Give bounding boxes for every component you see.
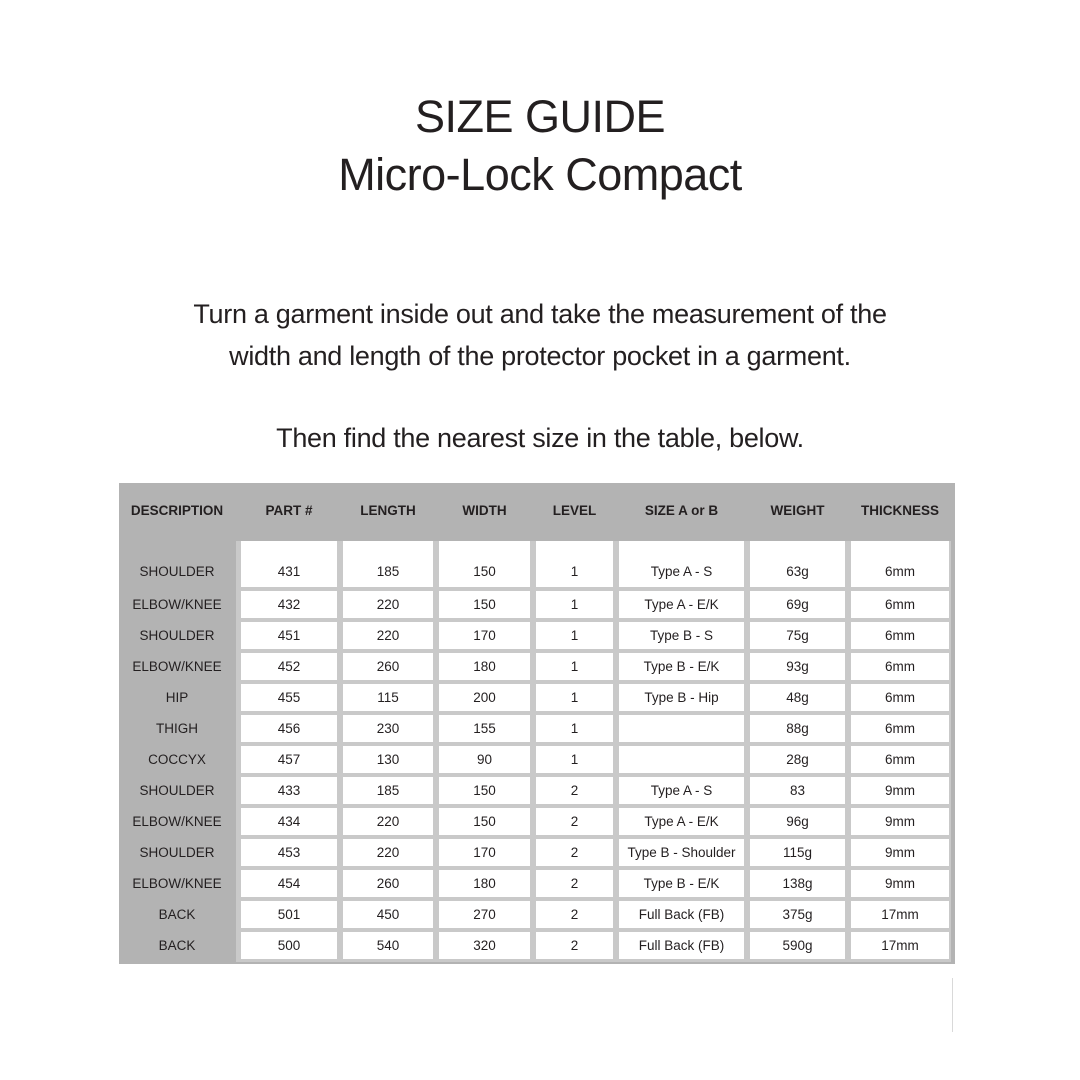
row-description-cell: SHOULDER xyxy=(139,783,215,798)
row-description-cell: BACK xyxy=(158,938,196,953)
table-cell: 9mm xyxy=(851,777,949,804)
column-header-thickness: THICKNESS xyxy=(860,502,939,518)
table-cell: 2 xyxy=(536,901,613,928)
table-cell: 93g xyxy=(750,653,845,680)
table-cell: Type B - E/K xyxy=(619,653,744,680)
row-description-cell: SHOULDER xyxy=(139,845,215,860)
table-cell: 9mm xyxy=(851,839,949,866)
table-cell: 180 xyxy=(439,870,530,897)
column-header-width: WIDTH xyxy=(462,502,507,518)
row-description-cell: ELBOW/KNEE xyxy=(132,659,222,674)
table-cell: 17mm xyxy=(851,932,949,959)
table-cell: 185 xyxy=(343,777,433,804)
row-description-cell: THIGH xyxy=(156,721,198,736)
table-cell: 455 xyxy=(241,684,337,711)
table-cell: Full Back (FB) xyxy=(619,932,744,959)
table-cell: 1 xyxy=(536,541,613,587)
table-cell: 150 xyxy=(439,808,530,835)
table-cell: 431 xyxy=(241,541,337,587)
table-cell: 220 xyxy=(343,591,433,618)
table-cell: 451 xyxy=(241,622,337,649)
table-cell: Type B - S xyxy=(619,622,744,649)
table-cell: 453 xyxy=(241,839,337,866)
table-cell: 17mm xyxy=(851,901,949,928)
table-cell: 434 xyxy=(241,808,337,835)
table-cell: 220 xyxy=(343,808,433,835)
table-cell: 150 xyxy=(439,541,530,587)
row-description-cell: ELBOW/KNEE xyxy=(132,876,222,891)
table-cell: 6mm xyxy=(851,746,949,773)
row-description-cell: SHOULDER xyxy=(139,563,215,579)
table-cell: 155 xyxy=(439,715,530,742)
column-header-weight: WEIGHT xyxy=(770,502,825,518)
table-cell: 48g xyxy=(750,684,845,711)
column-header-size-a-or-b: SIZE A or B xyxy=(644,502,719,518)
table-cell: 1 xyxy=(536,622,613,649)
table-cell: Type B - E/K xyxy=(619,870,744,897)
table-cell: 320 xyxy=(439,932,530,959)
table-cell: 130 xyxy=(343,746,433,773)
table-cell: 1 xyxy=(536,746,613,773)
table-cell: 2 xyxy=(536,839,613,866)
table-cell: 9mm xyxy=(851,808,949,835)
table-cell: 6mm xyxy=(851,684,949,711)
table-cell: 230 xyxy=(343,715,433,742)
table-cell: 270 xyxy=(439,901,530,928)
table-cell: 432 xyxy=(241,591,337,618)
table-cell: 2 xyxy=(536,870,613,897)
table-cell: 6mm xyxy=(851,541,949,587)
table-cell: 500 xyxy=(241,932,337,959)
table-cell: Type A - E/K xyxy=(619,591,744,618)
table-cell: 1 xyxy=(536,591,613,618)
row-description-cell: COCCYX xyxy=(148,752,206,767)
table-hint: Then find the nearest size in the table, below. xyxy=(276,423,804,453)
instructions-line-2: width and length of the protector pocket in a garment. xyxy=(229,341,851,371)
table-cell: 2 xyxy=(536,808,613,835)
table-cell: 115g xyxy=(750,839,845,866)
table-cell: 88g xyxy=(750,715,845,742)
table-cell: 450 xyxy=(343,901,433,928)
table-cell: 63g xyxy=(750,541,845,587)
table-cell: 9mm xyxy=(851,870,949,897)
table-cell: 2 xyxy=(536,932,613,959)
measurement-instructions xyxy=(0,293,1080,377)
table-cell: 6mm xyxy=(851,591,949,618)
title-block xyxy=(0,88,1080,204)
table-cell: 457 xyxy=(241,746,337,773)
table-cell: 6mm xyxy=(851,715,949,742)
column-header-length: LENGTH xyxy=(360,502,416,518)
table-cell: 260 xyxy=(343,653,433,680)
table-cell: 185 xyxy=(343,541,433,587)
size-guide-title: SIZE GUIDE xyxy=(414,91,666,142)
table-cell: 180 xyxy=(439,653,530,680)
table-cell xyxy=(619,715,744,742)
table-cell: 170 xyxy=(439,839,530,866)
table-cell: 150 xyxy=(439,777,530,804)
row-description-cell: SHOULDER xyxy=(139,628,215,643)
row-description-cell: HIP xyxy=(165,690,189,705)
table-cell: 75g xyxy=(750,622,845,649)
instructions-line-1: Turn a garment inside out and take the measurement of the xyxy=(193,299,887,329)
table-cell: 28g xyxy=(750,746,845,773)
table-cell: Type A - E/K xyxy=(619,808,744,835)
table-cell: 1 xyxy=(536,715,613,742)
table-cell: 2 xyxy=(536,777,613,804)
table-cell: 200 xyxy=(439,684,530,711)
table-cell: 220 xyxy=(343,839,433,866)
table-cell: 150 xyxy=(439,591,530,618)
table-cell: 83 xyxy=(750,777,845,804)
table-cell: 69g xyxy=(750,591,845,618)
column-header-description: DESCRIPTION xyxy=(130,502,224,518)
table-cell: 590g xyxy=(750,932,845,959)
table-cell: Type B - Hip xyxy=(619,684,744,711)
table-cell: 115 xyxy=(343,684,433,711)
table-cell: Type B - Shoulder xyxy=(619,839,744,866)
table-cell: 260 xyxy=(343,870,433,897)
table-cell: 90 xyxy=(439,746,530,773)
table-cell: 1 xyxy=(536,653,613,680)
row-description-cell: ELBOW/KNEE xyxy=(132,814,222,829)
right-edge-divider xyxy=(952,978,953,1032)
table-cell: 456 xyxy=(241,715,337,742)
table-cell: Full Back (FB) xyxy=(619,901,744,928)
size-guide-table xyxy=(119,483,955,964)
column-header-part: PART # xyxy=(265,502,313,518)
table-cell xyxy=(619,746,744,773)
table-cell: 1 xyxy=(536,684,613,711)
table-cell: 6mm xyxy=(851,653,949,680)
column-header-level: LEVEL xyxy=(552,502,597,518)
table-cell: 454 xyxy=(241,870,337,897)
table-cell: 501 xyxy=(241,901,337,928)
table-cell: Type A - S xyxy=(619,777,744,804)
row-description-cell: ELBOW/KNEE xyxy=(132,597,222,612)
product-title: Micro-Lock Compact xyxy=(338,149,742,200)
table-cell: 220 xyxy=(343,622,433,649)
table-cell: 96g xyxy=(750,808,845,835)
table-cell: 452 xyxy=(241,653,337,680)
row-description-cell: BACK xyxy=(158,907,196,922)
table-cell: 540 xyxy=(343,932,433,959)
table-cell: 6mm xyxy=(851,622,949,649)
table-cell: Type A - S xyxy=(619,541,744,587)
table-cell: 375g xyxy=(750,901,845,928)
table-cell: 433 xyxy=(241,777,337,804)
table-cell: 138g xyxy=(750,870,845,897)
table-cell: 170 xyxy=(439,622,530,649)
